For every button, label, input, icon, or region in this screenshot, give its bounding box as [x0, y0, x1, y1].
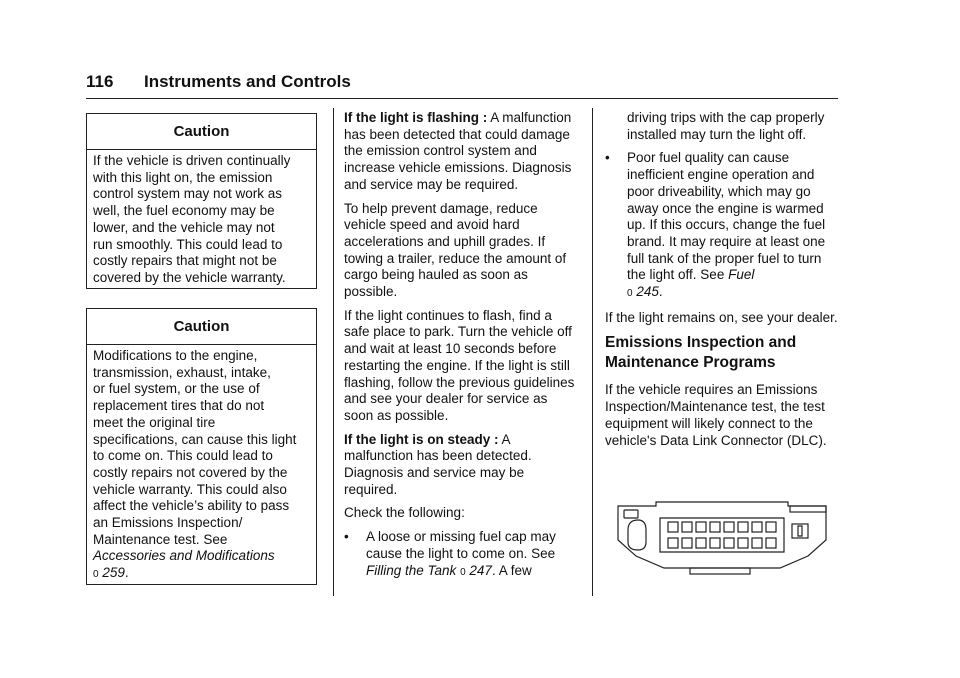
- caution-line: affect the vehicle’s ability to pass: [93, 498, 290, 514]
- cross-ref-link[interactable]: Filling the Tank: [366, 562, 457, 578]
- paragraph-steady: [344, 432, 580, 499]
- bullet-item: [605, 150, 841, 302]
- paragraph-continues: If the light continues to flash, find a safe place to park. Turn the vehicle off and wait at least 10 seconds before restarting the engine. If the light is still flashing, follow the previous guidelines and see your dealer for service as soon as possible.: [344, 307, 575, 423]
- bullet-text: A loose or missing fuel cap may cause the light to come on. See: [366, 529, 556, 561]
- caution-line: replacement tires that do not: [93, 398, 265, 414]
- bullet-continuation: driving trips with the cap properly installed may turn the light off.: [627, 110, 825, 142]
- caution-line: an Emissions Inspection/: [93, 515, 243, 531]
- page-header: [86, 72, 351, 92]
- page-ref-number[interactable]: 245: [636, 284, 659, 300]
- bullet-icon: •: [344, 529, 349, 545]
- caution-title: Caution: [87, 114, 316, 150]
- caution-line: vehicle warranty. This could also: [93, 481, 287, 497]
- cross-ref-link[interactable]: Fuel: [728, 267, 755, 283]
- page-number: 116: [86, 72, 114, 91]
- page-ref-number[interactable]: 247: [469, 562, 492, 578]
- run-in-heading: If the light is on steady :: [344, 431, 499, 447]
- caution-line: costly repairs that might not be: [93, 253, 277, 269]
- caution-line: transmission, exhaust, intake,: [93, 364, 271, 380]
- caution-title: Caution: [87, 309, 316, 345]
- connector-top-pins: [668, 522, 776, 532]
- caution-line: costly repairs not covered by the: [93, 464, 288, 480]
- caution-body: [87, 345, 316, 590]
- caution-line: lower, and the vehicle may not: [93, 219, 275, 235]
- paragraph-text: A malfunction has been detected that could damage the emission control system and increase vehicle emissions. Diagnosis and service may be required.: [344, 110, 572, 192]
- data-link-connector-illustration: [612, 498, 832, 578]
- column-divider-2: [592, 108, 593, 596]
- cross-ref-page[interactable]: [93, 565, 310, 584]
- caution-line: covered by the vehicle warranty.: [93, 269, 286, 285]
- page-ref-icon: 0: [627, 288, 633, 300]
- caution-line: run smoothly. This could lead to: [93, 236, 283, 252]
- punct: .: [124, 565, 129, 581]
- caution-line: Modifications to the engine,: [93, 348, 258, 363]
- caution-line: to come on. This could lead to: [93, 448, 273, 464]
- section-heading: Emissions Inspection and Maintenance Programs: [605, 334, 797, 372]
- column-divider-1: [333, 108, 334, 596]
- run-in-heading: If the light is flashing :: [344, 110, 488, 125]
- bullet-text-end: . A few: [491, 562, 532, 578]
- header-rule: [86, 98, 838, 99]
- caution-line: or fuel system, or the use of: [93, 381, 260, 397]
- cross-ref-link[interactable]: Accessories and Modifications: [93, 548, 275, 564]
- bullet-item: [344, 529, 580, 581]
- caution-box-2: [86, 308, 317, 585]
- page-ref-number: 259: [102, 565, 125, 581]
- column-3: [605, 110, 841, 456]
- caution-line: specifications, can cause this light: [93, 431, 297, 447]
- caution-box-1: [86, 113, 317, 289]
- page-ref-icon: 0: [93, 569, 99, 581]
- paragraph-check: Check the following:: [344, 505, 465, 521]
- bullet-text-end: .: [658, 284, 663, 300]
- bullet-text: Poor fuel quality can cause inefficient engine operation and poor driveability, which may go away once the engine is warmed up. If this occurs, change the fuel brand. It may require at least one full tank of the proper fuel to turn the light off. See: [627, 150, 826, 283]
- paragraph-emissions: If the vehicle requires an Emissions Inspection/Maintenance test, the test equipment will likely connect to the vehicle's Data Link Connector (DLC).: [605, 382, 827, 448]
- paragraph-prevent: To help prevent damage, reduce vehicle speed and avoid hard accelerations and uphill grades. If towing a trailer, reduce the amount of cargo being hauled as soon as possible.: [344, 200, 567, 300]
- caution-body: [87, 150, 316, 293]
- column-2: [344, 110, 580, 588]
- caution-line: control system may not work as: [93, 186, 283, 202]
- caution-line: If the vehicle is driven continually: [93, 153, 291, 168]
- paragraph-text: A malfunction has been detected. Diagnosis and service may be required.: [344, 431, 532, 497]
- paragraph-flashing: [344, 110, 580, 194]
- bullet-icon: •: [605, 150, 610, 166]
- caution-line: with this light on, the emission: [93, 169, 273, 185]
- caution-line: Maintenance test. See: [93, 531, 228, 547]
- page-ref-icon: 0: [460, 566, 466, 578]
- caution-line: meet the original tire: [93, 414, 216, 430]
- paragraph-remains: If the light remains on, see your dealer.: [605, 309, 838, 325]
- section-title: Instruments and Controls: [144, 72, 351, 91]
- connector-bottom-pins: [668, 538, 776, 548]
- caution-line: well, the fuel economy may be: [93, 203, 275, 219]
